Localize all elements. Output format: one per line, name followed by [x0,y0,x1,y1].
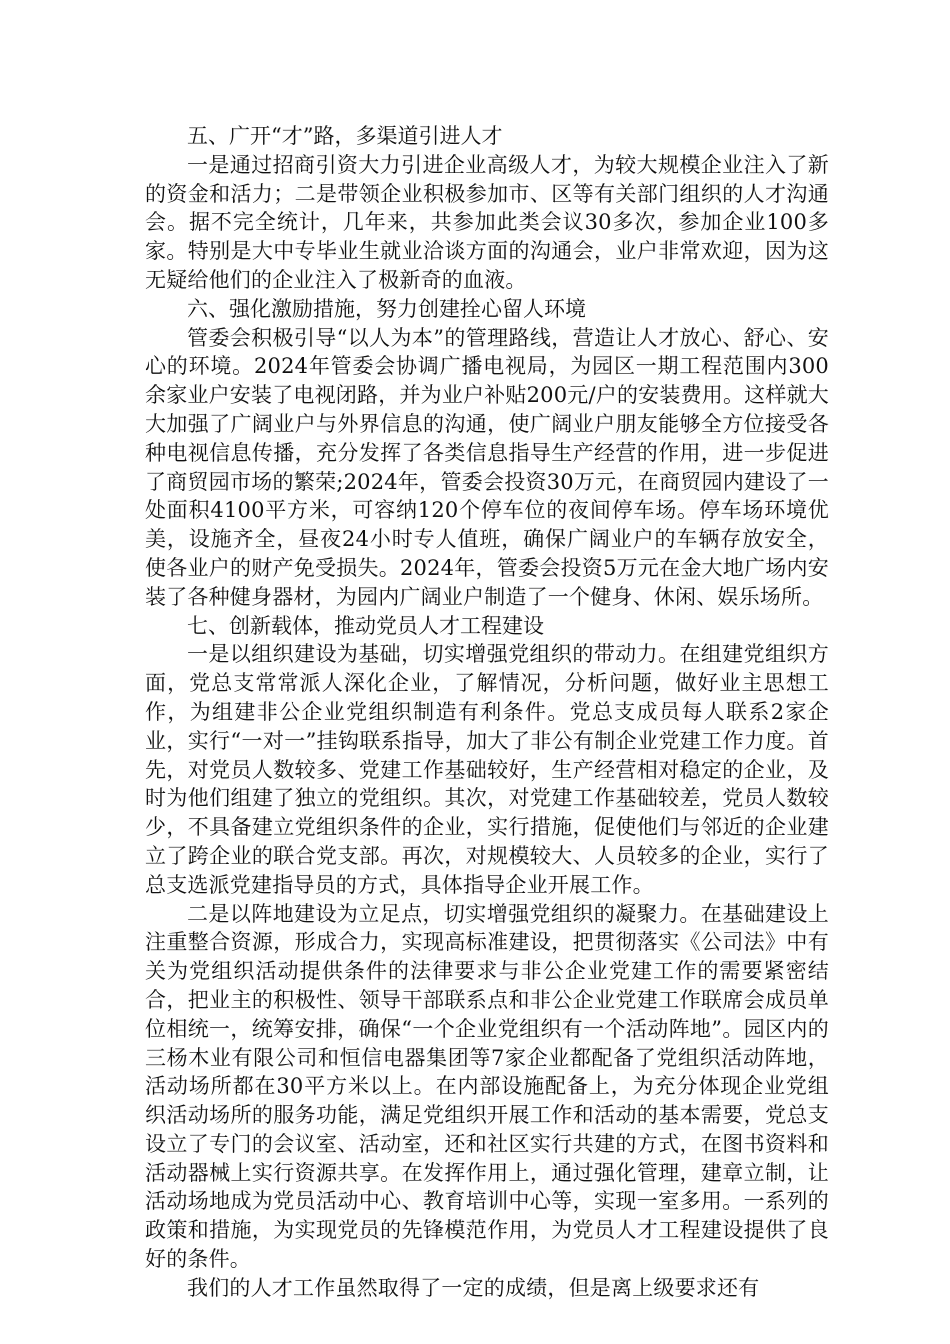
section-heading-7: 七、创新载体，推动党员人才工程建设 [187,613,544,638]
paragraph-conclusion: 我们的人才工作虽然取得了一定的成绩，但是离上级要求还有 [187,1275,760,1300]
paragraph-position-building: 二是以阵地建设为立足点，切实增强党组织的凝聚力。在基础建设上注重整合资源，形成合力，实现高标准建设，把贯彻落实《公司法》中有关为党组织活动提供条件的法律要求与非公企业党建工作的需要紧密结合，把业主的积极性、领导干部联系点和非公企业党建工作联席会成员单位相统一，统筹安排，确保“一个企业党组织有一个活动阵地”。园区内的三杨木业有限公司和恒信电器集团等7家企业都配备了党组织活动阵地，活动场所都在30平方米以上。在内部设施配备上，为充分体现企业党组织活动场所的服务功能，满足党组织开展工作和活动的基本需要，党总支设立了专门的会议室、活动室，还和社区实行共建的方式，在图书资料和活动器械上实行资源共享。在发挥作用上，通过强化管理，建章立制，让活动场地成为党员活动中心、教育培训中心等，实现一室多用。一系列的政策和措施，为实现党员的先锋模范作用，为党员人才工程建设提供了良好的条件。 [145,901,829,1272]
section-heading-6: 六、强化激励措施，努力创建拴心留人环境 [187,296,586,321]
paragraph-organization-building: 一是以组织建设为基础，切实增强党组织的带动力。在组建党组织方面，党总支常常派人深化企业，了解情况，分析问题，做好业主思想工作，为组建非公企业党组织制造有利条件。党总支成员每人联系2家企业，实行“一对一”挂钩联系指导，加大了非公有制企业党建工作力度。首先，对党员人数较多、党建工作基础较好，生产经营相对稳定的企业，及时为他们组建了独立的党组织。其次，对党建工作基础较差，党员人数较少，不具备建立党组织条件的企业，实行措施，促使他们与邻近的企业建立了跨企业的联合党支部。再次，对规模较大、人员较多的企业，实行了总支选派党建指导员的方式，具体指导企业开展工作。 [145,642,829,897]
document-page [145,122,829,1303]
paragraph-talent-introduction: 一是通过招商引资大力引进企业高级人才，为较大规模企业注入了新的资金和活力；二是带领企业积极参加市、区等有关部门组织的人才沟通会。据不完全统计，几年来，共参加此类会议30多次，参加企业100多家。特别是大中专毕业生就业洽谈方面的沟通会，业户非常欢迎，因为这无疑给他们的企业注入了极新奇的血液。 [145,152,829,292]
paragraph-incentive-measures: 管委会积极引导“以人为本”的管理路线，营造让人才放心、舒心、安心的环境。2024年管委会协调广播电视局，为园区一期工程范围内300余家业户安装了电视闭路，并为业户补贴200元/户的安装费用。这样就大大加强了广阔业户与外界信息的沟通，使广阔业户朋友能够全方位接受各种电视信息传播，充分发挥了各类信息指导生产经营的作用，进一步促进了商贸园市场的繁荣;2024年，管委会投资30万元，在商贸园内建设了一处面积4100平方米，可容纳120个停车位的夜间停车场。停车场环境优美，设施齐全，昼夜24小时专人值班，确保广阔业户的车辆存放安全，使各业户的财产免受损失。2024年，管委会投资5万元在金大地广场内安装了各种健身器材，为园内广阔业户制造了一个健身、休闲、娱乐场所。 [145,325,829,609]
section-heading-5: 五、广开“才”路，多渠道引进人才 [187,124,503,148]
